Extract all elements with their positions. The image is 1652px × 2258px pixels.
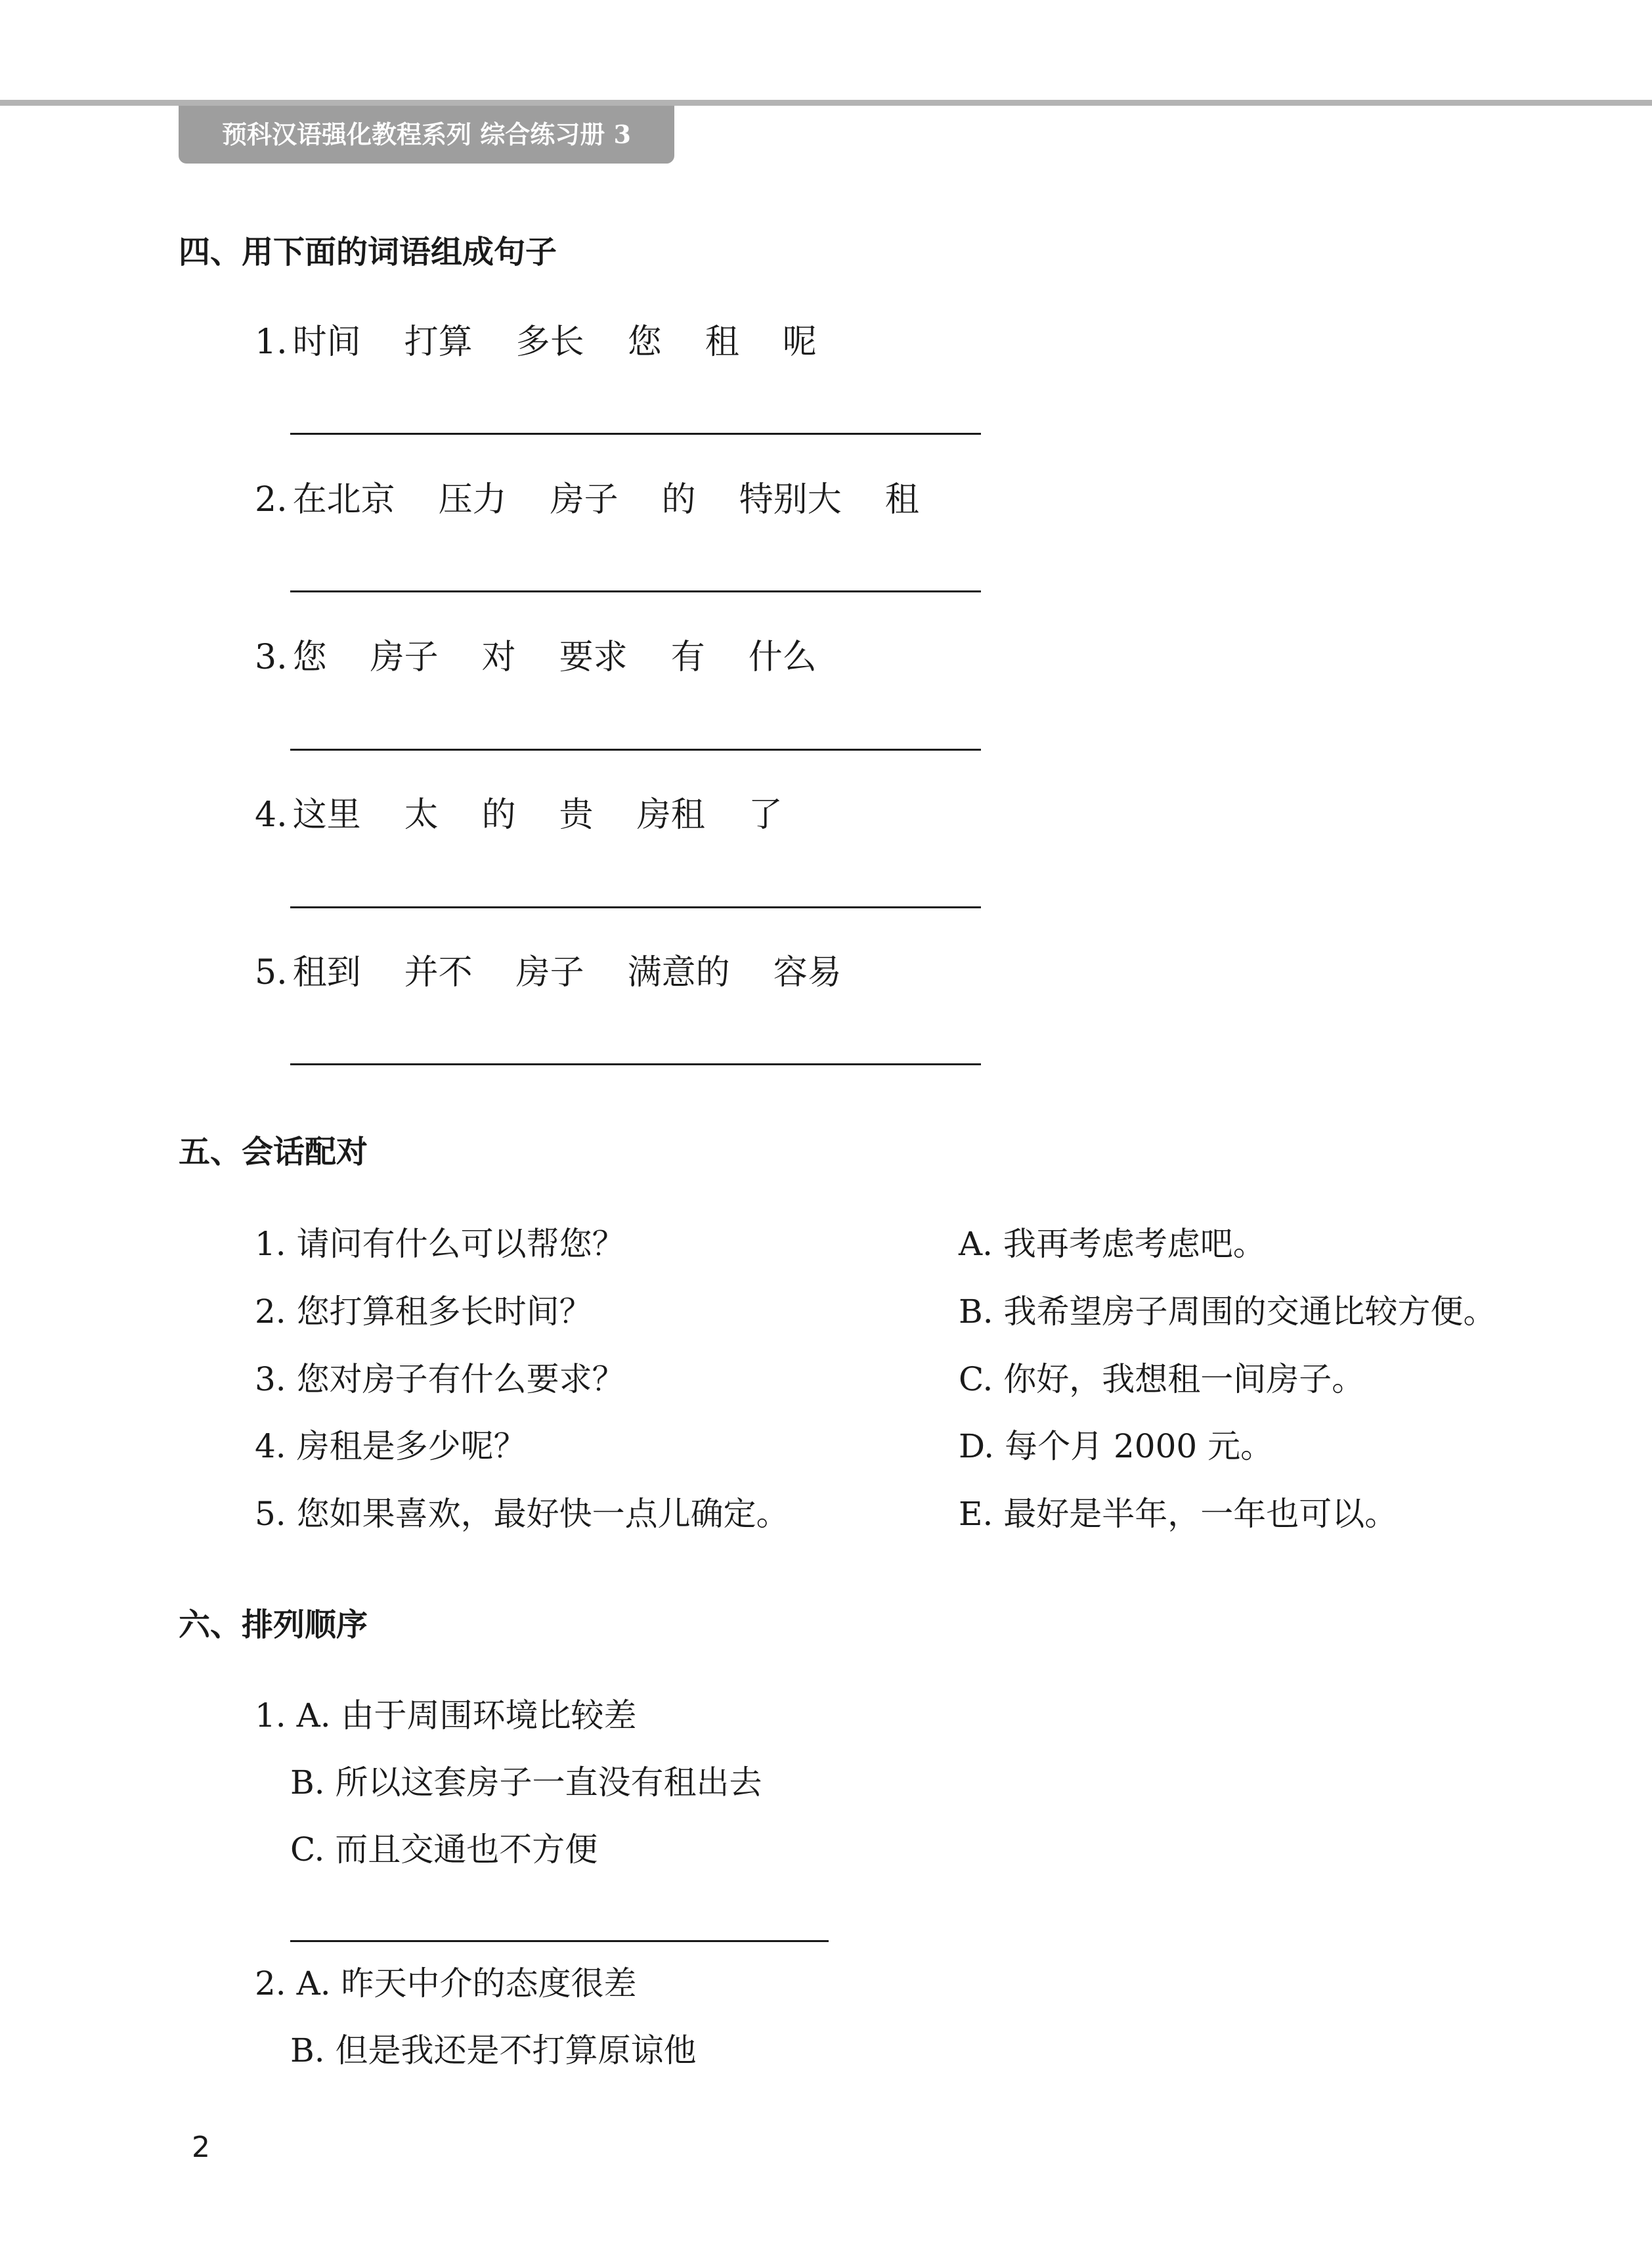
word: 并不	[404, 953, 473, 992]
word: 房子	[370, 638, 439, 677]
section-6-title: 六、排列顺序	[179, 1606, 368, 1643]
section-5-title: 五、会话配对	[179, 1134, 368, 1170]
word: 房租	[636, 795, 705, 835]
dialogue-question-2: 2. 您打算租多长时间？	[255, 1293, 592, 1331]
answer-line-2[interactable]	[290, 590, 981, 592]
s4-question-5	[255, 950, 842, 996]
order-answer-line-1[interactable]	[290, 1940, 829, 1942]
header-rule	[0, 100, 1652, 106]
word: 在北京	[292, 480, 395, 520]
dialogue-answer-b: B. 我希望房子周围的交通比较方便。	[959, 1293, 1496, 1331]
word: 容易	[773, 953, 842, 992]
word: 对	[481, 638, 516, 677]
answer-line-4[interactable]	[290, 906, 981, 908]
word: 贵	[559, 795, 594, 835]
question-number: 1.	[255, 322, 288, 362]
page-number: 2	[192, 2131, 210, 2164]
question-number: 3.	[255, 638, 288, 677]
dialogue-answer-d: D. 每个月 2000 元。	[959, 1427, 1274, 1465]
order-q1-c: C. 而且交通也不方便	[290, 1830, 598, 1869]
word: 租	[884, 480, 919, 520]
dialogue-answer-c: C. 你好，我想租一间房子。	[959, 1360, 1365, 1398]
dialogue-question-4: 4. 房租是多少呢？	[255, 1427, 527, 1465]
word: 多长	[515, 322, 584, 362]
word: 房子	[515, 953, 584, 992]
word: 呢	[782, 322, 817, 362]
answer-line-1[interactable]	[290, 433, 981, 435]
word: 这里	[292, 795, 361, 835]
s4-question-3	[255, 634, 817, 680]
s4-question-1	[255, 319, 817, 365]
order-q1-a: 1. A. 由于周围环境比较差	[255, 1696, 637, 1735]
s4-question-2	[255, 477, 919, 523]
dialogue-answer-a: A. 我再考虑考虑吧。	[959, 1225, 1266, 1263]
word: 您	[627, 322, 662, 362]
word: 了	[748, 795, 783, 835]
word: 租	[705, 322, 739, 362]
order-q2-a: 2. A. 昨天中介的态度很差	[255, 1964, 637, 2003]
order-q2-b: B. 但是我还是不打算原谅他	[290, 2031, 697, 2070]
answer-line-3[interactable]	[290, 749, 981, 751]
dialogue-question-1: 1. 请问有什么可以帮您？	[255, 1225, 625, 1263]
word: 有	[670, 638, 705, 677]
question-number: 5.	[255, 953, 288, 992]
word: 压力	[438, 480, 507, 520]
question-number: 4.	[255, 795, 288, 835]
word: 满意的	[627, 953, 730, 992]
section-4-title: 四、用下面的词语组成句子	[179, 234, 557, 271]
word: 什么	[748, 638, 817, 677]
word: 的	[661, 480, 696, 520]
question-number: 2.	[255, 480, 288, 520]
book-series-header: 预科汉语强化教程系列 综合练习册 3	[179, 106, 674, 164]
answer-line-5[interactable]	[290, 1063, 981, 1065]
word: 您	[292, 638, 327, 677]
dialogue-answer-e: E. 最好是半年，一年也可以。	[959, 1495, 1398, 1533]
s4-question-4	[255, 792, 783, 838]
word: 房子	[550, 480, 619, 520]
word: 特别大	[739, 480, 842, 520]
word: 租到	[292, 953, 361, 992]
word: 时间	[292, 322, 361, 362]
word: 要求	[559, 638, 628, 677]
dialogue-question-5: 5. 您如果喜欢，最好快一点儿确定。	[255, 1495, 789, 1533]
dialogue-question-3: 3. 您对房子有什么要求？	[255, 1360, 625, 1398]
word: 的	[481, 795, 516, 835]
order-q1-b: B. 所以这套房子一直没有租出去	[290, 1763, 762, 1802]
word: 打算	[404, 322, 473, 362]
word: 太	[404, 795, 439, 835]
